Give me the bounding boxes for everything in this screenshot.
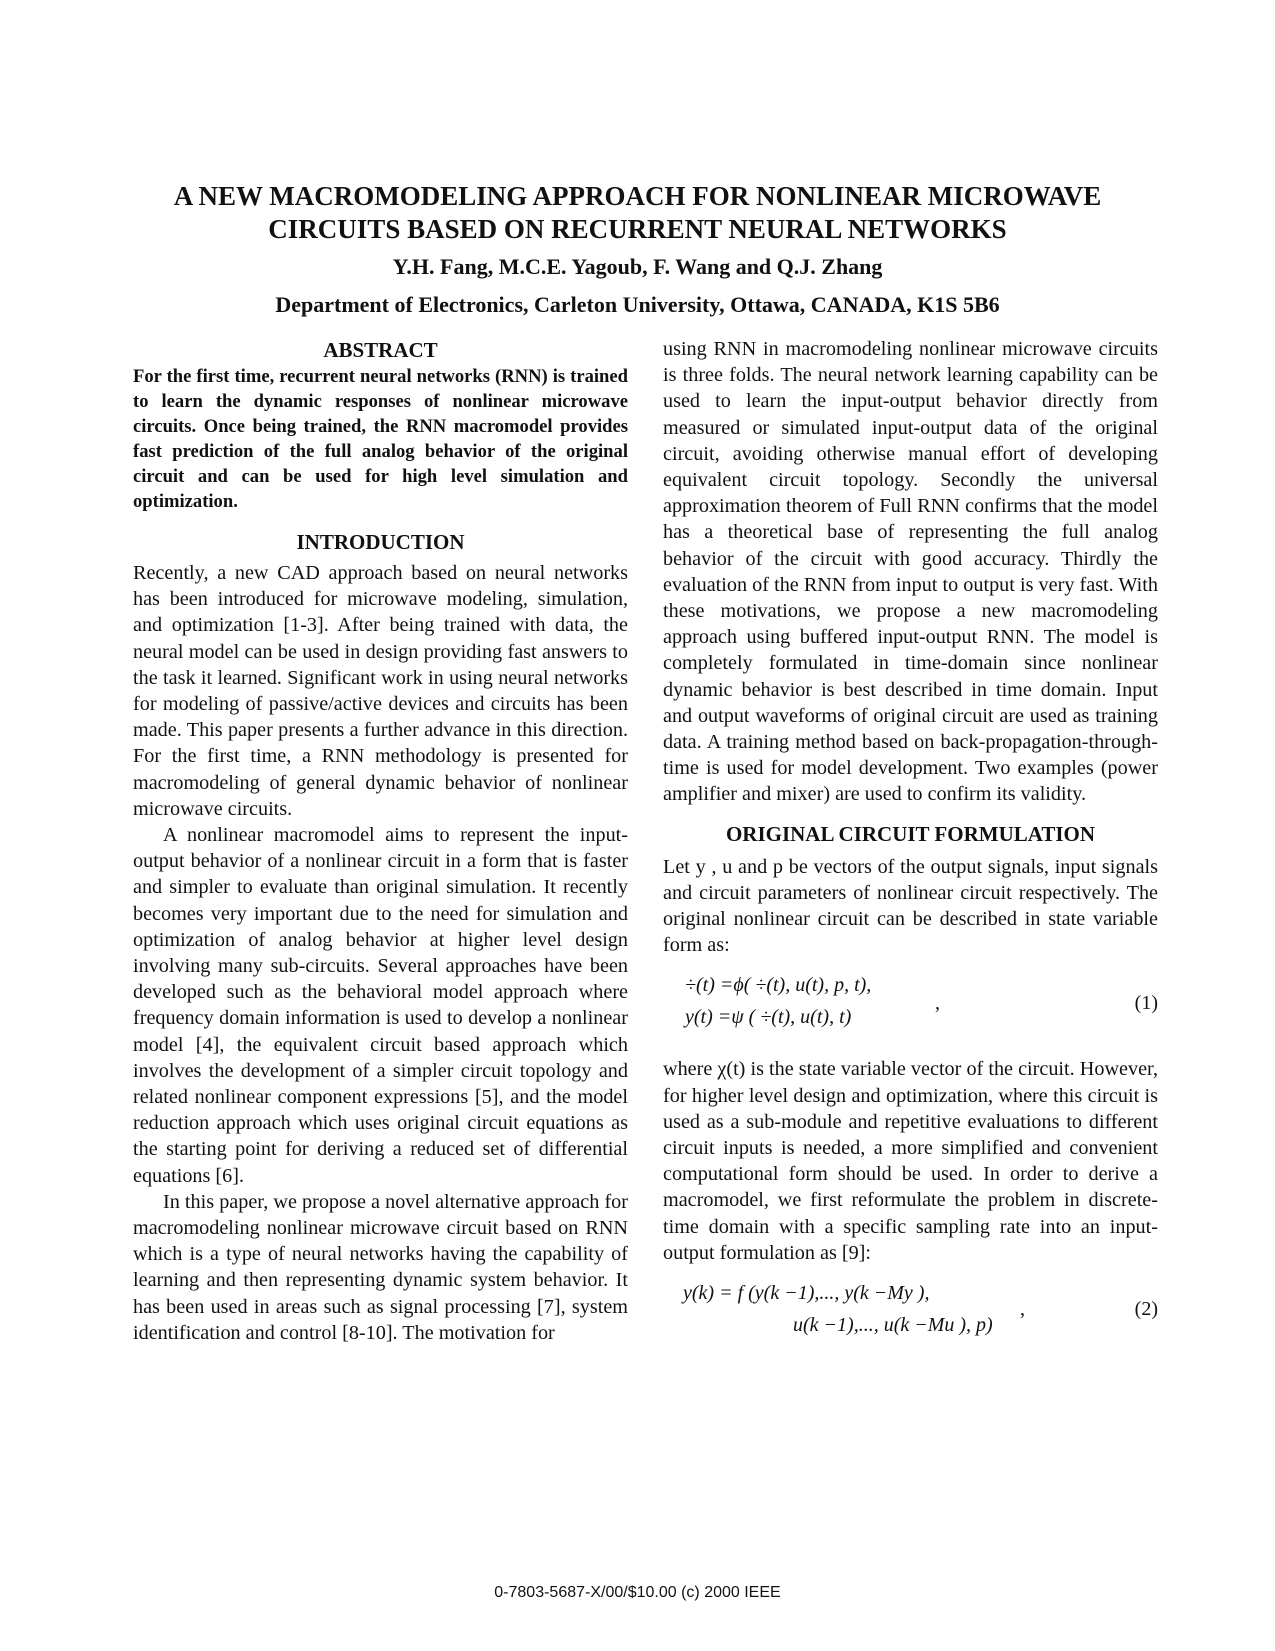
affiliation: Department of Electronics, Carleton University, Ottawa, CANADA, K1S 5B6 — [275, 292, 1000, 317]
intro-paragraph-2: A nonlinear macromodel aims to represent the input-output behavior of a nonlinear circuit in a form that is faster and simpler to evaluate than original simulation. It recently becomes very important due to the need for simulation and optimization of analog behavior at higher level design involving many sub-circuits. Several approaches have been developed such as the behavioral model approach where frequency domain information is used to develop a nonlinear model [4], the equivalent circuit based approach which involves the development of a simpler circuit topology and related nonlinear component expressions [5], and the model reduction approach which uses original circuit equations as the starting point for deriving a reduced set of differential equations [6]. — [133, 824, 628, 1187]
title-line-1: A NEW MACROMODELING APPROACH FOR NONLINEAR MICROWAVE — [173, 181, 1102, 211]
intro-paragraph-3: In this paper, we propose a novel alternative approach for macromodeling nonlinear microwave circuit based on RNN which is a type of neural networks having the capability of learning and then representing dynamic system behavior. It has been used in areas such as signal processing [7], system identification and control [8-10]. The motivation for — [133, 1190, 628, 1344]
equation-2-number: (2) — [1134, 1298, 1158, 1321]
right-column — [663, 336, 1158, 1352]
abstract-heading: ABSTRACT — [323, 338, 438, 362]
equation-1-comma: , — [935, 992, 940, 1015]
formulation-heading: ORIGINAL CIRCUIT FORMULATION — [725, 821, 1096, 846]
equation-2-line-2: u(k −1),..., u(k −Mu ), p) — [793, 1314, 993, 1337]
copyright-footer: 0-7803-5687-X/00/$10.00 (c) 2000 IEEE — [494, 1584, 781, 1601]
abstract-text: For the first time, recurrent neural networks (RNN) is trained to learn the dynamic responses of nonlinear microwave circuits. Once being trained, the RNN macromodel provides fast prediction of the full analog behavior of the original circuit and can be used for high level simulation and optimization. — [133, 366, 628, 512]
equation-2-line-1: y(k) = f (y(k −1),..., y(k −My ), — [683, 1282, 930, 1305]
equation-1-number: (1) — [1134, 992, 1158, 1015]
formulation-paragraph-1: Let y , u and p be vectors of the output signals, input signals and circuit parameters of nonlinear circuit respectively. The original nonlinear circuit can be described in state variable form as: — [663, 855, 1158, 957]
equation-1-line-1: ÷(t) =ϕ( ÷(t), u(t), p, t), — [685, 974, 872, 997]
authors: Y.H. Fang, M.C.E. Yagoub, F. Wang and Q.J. Zhang — [392, 254, 883, 279]
equation-1 — [663, 966, 1158, 1050]
equation-2-comma: , — [1020, 1298, 1025, 1321]
paper-title — [100, 180, 1175, 246]
formulation-paragraph-2: where χ(t) is the state variable vector of the circuit. However, for higher level design and optimization, where this circuit is used as a sub-module and repetitive evaluations to different circuit inputs is needed, a more simplified and convenient computational form should be used. In order to derive a macromodel, we first reformulate the problem in discrete-time domain with a specific sampling rate into an input-output formulation as [9]: — [663, 1058, 1158, 1264]
intro-paragraph-1: Recently, a new CAD approach based on neural networks has been introduced for microwave modeling, simulation, and optimization [1-3]. After being trained with data, the neural model can be used in design providing fast answers to the task it learned. Significant work in using neural networks for modeling of passive/active devices and circuits has been made. This paper presents a further advance in this direction. For the first time, a RNN methodology is presented for macromodeling of general dynamic behavior of nonlinear microwave circuits. — [133, 562, 628, 820]
introduction-heading: INTRODUCTION — [296, 530, 465, 554]
equation-1-line-2: y(t) =ψ ( ÷(t), u(t), t) — [685, 1006, 852, 1029]
title-line-2: CIRCUITS BASED ON RECURRENT NEURAL NETWORKS — [268, 214, 1007, 244]
left-column — [133, 336, 628, 1346]
intro-paragraph-4: using RNN in macromodeling nonlinear microwave circuits is three folds. The neural network learning capability can be used to learn the input-output behavior directly from measured or simulated input-output data of the original circuit, avoiding otherwise manual effort of developing equivalent circuit topology. Secondly the universal approximation theorem of Full RNN confirms that the model has a theoretical base of representing the full analog behavior of the circuit with good accuracy. Thirdly the evaluation of the RNN from input to output is very fast. With these motivations, we propose a new macromodeling approach using buffered input-output RNN. The model is completely formulated in time-domain since nonlinear dynamic behavior is best described in time domain. Input and output waveforms of original circuit are used as training data. A training method based on back-propagation-through-time is used for model development. Two examples (power amplifier and mixer) are used to confirm its validity. — [663, 338, 1158, 806]
equation-2 — [663, 1276, 1158, 1346]
